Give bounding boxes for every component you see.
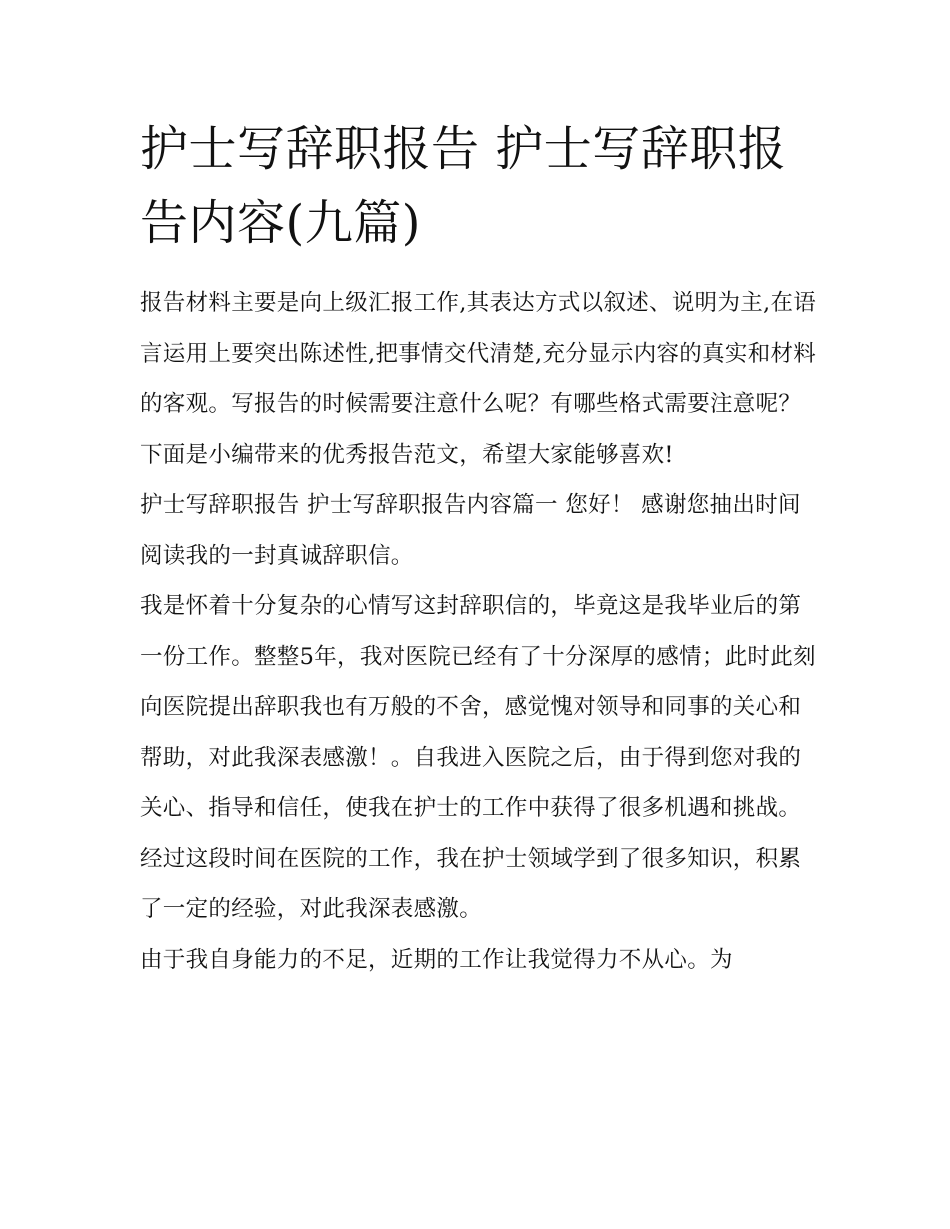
paragraph-greeting: 护士写辞职报告 护士写辞职报告内容篇一 您好！ 感谢您抽出时间阅读我的一封真诚辞职信。: [140, 492, 801, 569]
paragraph-closing: 由于我自身能力的不足，近期的工作让我觉得力不从心。为: [140, 946, 733, 973]
document-body: [140, 278, 820, 985]
paragraph-intro: 报告材料主要是向上级汇报工作,其表达方式以叙述、说明为主,在语言运用上要突出陈述性,把事情交代清楚,充分显示内容的真实和材料的客观。写报告的时候需要注意什么呢？有哪些格式需要注意呢？下面是小编带来的优秀报告范文，希望大家能够喜欢!: [140, 290, 817, 468]
document-title: 护士写辞职报告 护士写辞职报告内容(九篇): [140, 121, 787, 251]
paragraph-main: 我是怀着十分复杂的心情写这封辞职信的，毕竟这是我毕业后的第一份工作。整整5年，我对医院已经有了十分深厚的感情；此时此刻向医院提出辞职我也有万般的不舍，感觉愧对领导和同事的关心和帮助，对此我深表感激！。自我进入医院之后，由于得到您对我的关心、指导和信任，使我在护士的工作中获得了很多机遇和挑战。经过这段时间在医院的工作，我在护士领域学到了很多知识，积累了一定的经验，对此我深表感激。: [140, 593, 816, 922]
